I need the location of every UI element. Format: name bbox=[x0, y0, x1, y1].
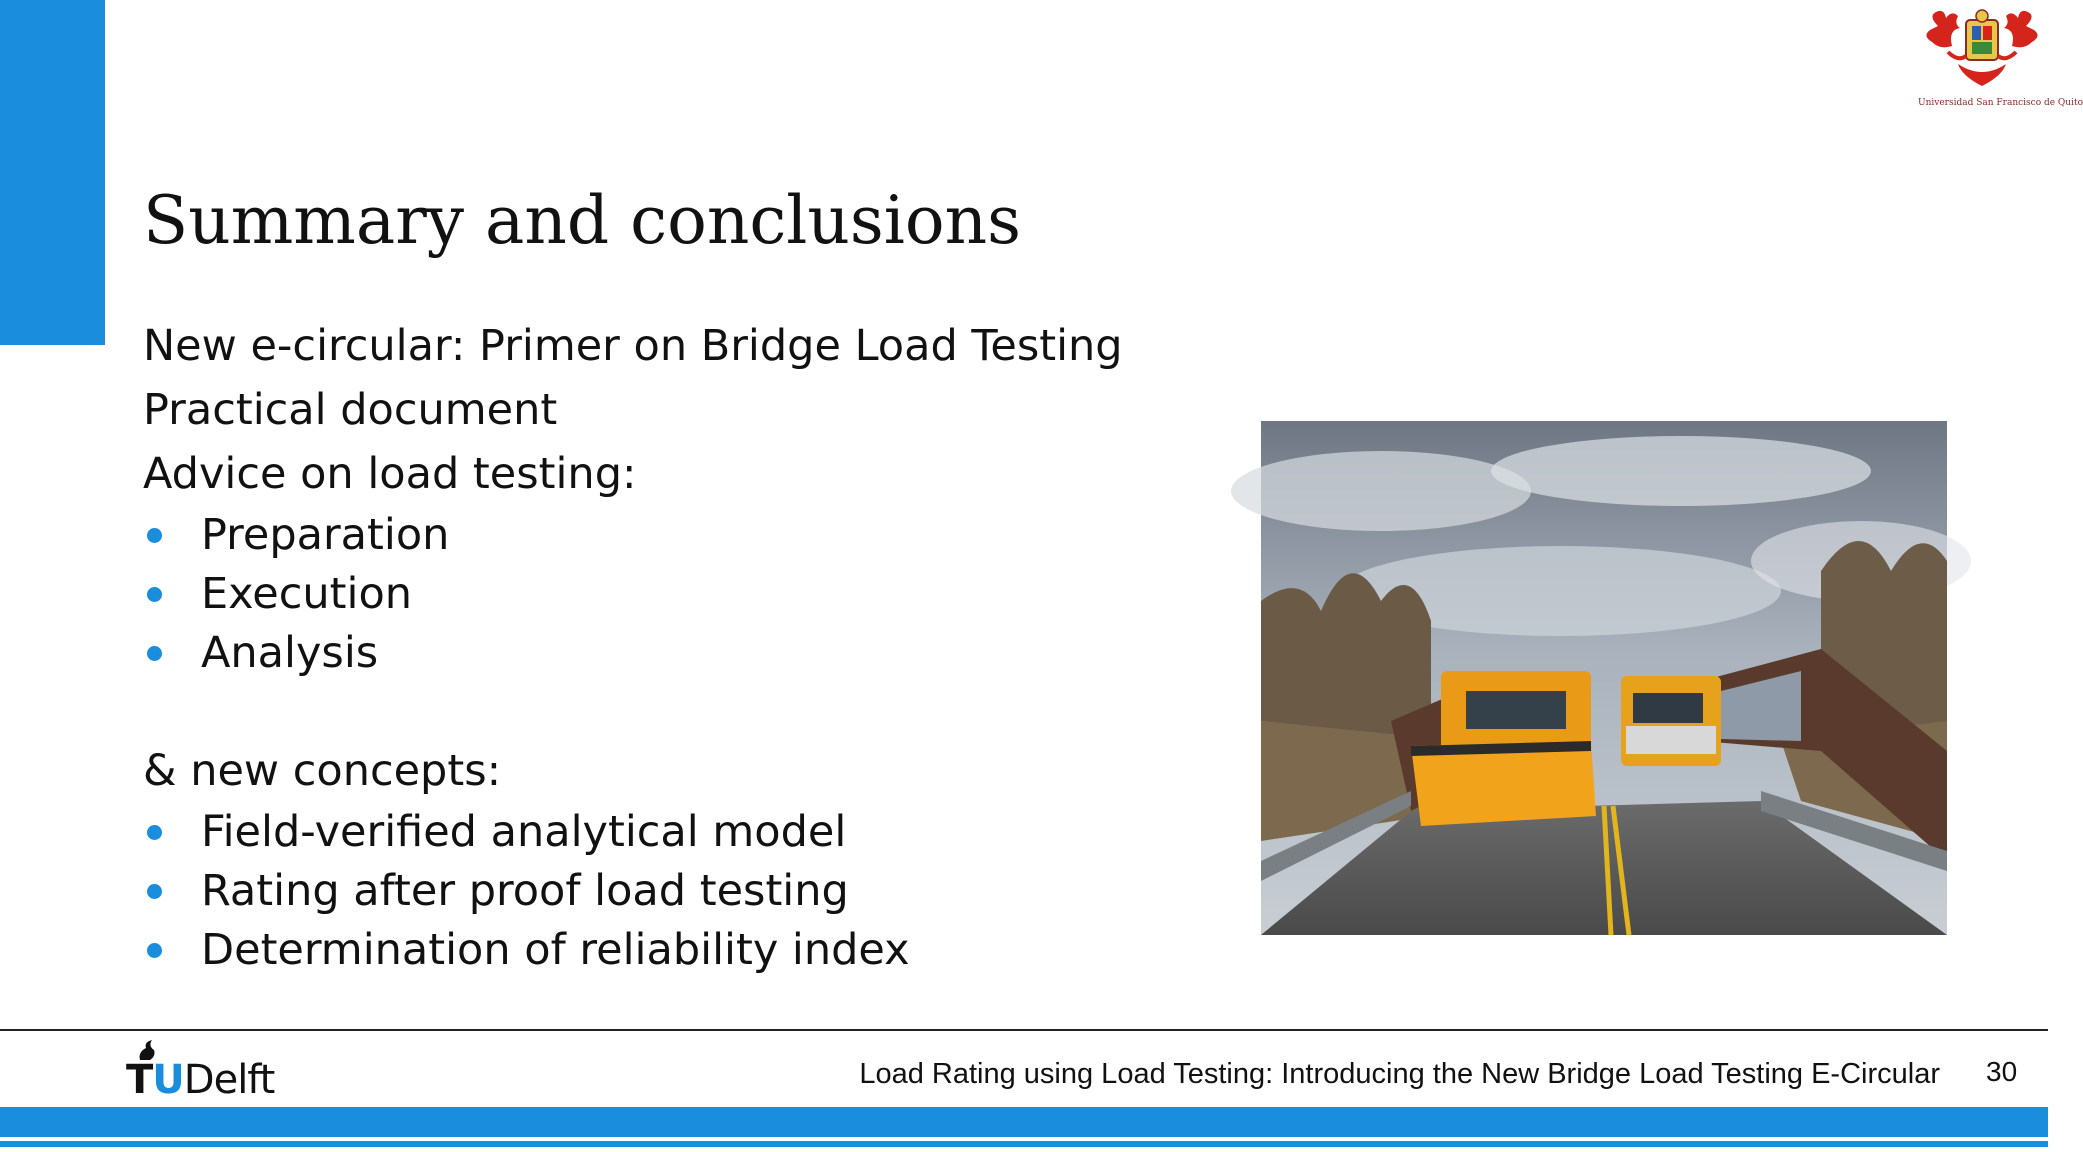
intro-line-advice: Advice on load testing: bbox=[143, 449, 637, 499]
bullet-dot-icon bbox=[147, 884, 162, 899]
intro-line-practical: Practical document bbox=[143, 385, 558, 435]
crest-caption: Universidad San Francisco de Quito bbox=[1918, 98, 2083, 108]
bullet-dot-icon bbox=[147, 587, 162, 602]
list-item bbox=[143, 803, 1203, 862]
university-crest bbox=[1918, 6, 2083, 116]
bridge-load-test-trucks-photo bbox=[1261, 421, 1947, 935]
accent-bar bbox=[0, 0, 105, 345]
bridge-load-test-photo bbox=[1261, 421, 1947, 935]
concept-bullet-list bbox=[143, 803, 1203, 980]
list-item bbox=[143, 506, 1203, 565]
tudelft-logo bbox=[126, 1038, 276, 1103]
bullet-dot-icon bbox=[147, 943, 162, 958]
footer-band-thin bbox=[0, 1141, 2048, 1147]
footer-divider bbox=[0, 1029, 2048, 1031]
slide-content bbox=[143, 314, 1203, 980]
bullet-dot-icon bbox=[147, 528, 162, 543]
page-number: 30 bbox=[1986, 1056, 2018, 1087]
bullet-text: Determination of reliability index bbox=[201, 925, 910, 975]
footer-band bbox=[0, 1107, 2048, 1137]
bullet-text: Rating after proof load testing bbox=[201, 866, 849, 916]
concepts-heading: & new concepts: bbox=[143, 746, 502, 796]
advice-bullet-list bbox=[143, 506, 1203, 683]
bullet-dot-icon bbox=[147, 825, 162, 840]
intro-line-ecircular: New e-circular: Primer on Bridge Load Testing bbox=[143, 321, 1123, 371]
presentation-title: Load Rating using Load Testing: Introducing the New Bridge Load Testing E-Circular bbox=[859, 1058, 1940, 1090]
bullet-text: Field-verified analytical model bbox=[201, 807, 847, 857]
bullet-text: Execution bbox=[201, 569, 413, 619]
list-item bbox=[143, 921, 1203, 980]
university-crest-icon bbox=[1918, 6, 2046, 98]
list-item bbox=[143, 624, 1203, 683]
list-item bbox=[143, 862, 1203, 921]
logo-delft: Delft bbox=[183, 1057, 275, 1103]
bullet-text: Preparation bbox=[201, 510, 450, 560]
bullet-text: Analysis bbox=[201, 628, 379, 678]
tudelft-wordmark bbox=[126, 1058, 274, 1102]
slide-title: Summary and conclusions bbox=[143, 182, 1022, 259]
logo-t: T bbox=[126, 1057, 153, 1103]
logo-u: U bbox=[152, 1057, 184, 1103]
bullet-dot-icon bbox=[147, 646, 162, 661]
list-item bbox=[143, 565, 1203, 624]
